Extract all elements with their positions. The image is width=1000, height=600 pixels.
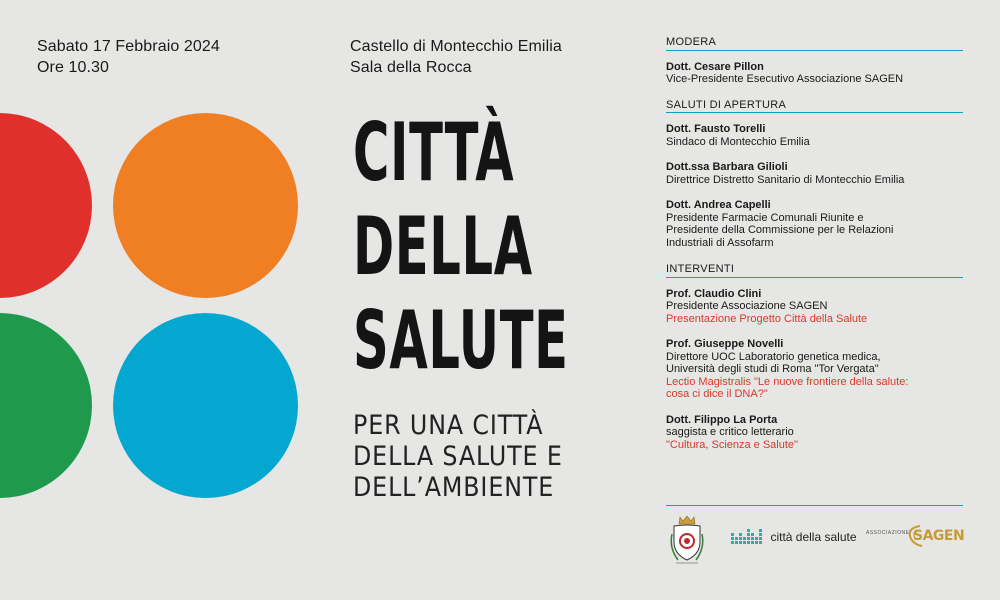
speaker-name: Prof. Claudio Clini [666,287,762,300]
subtitle-line-2: DELLA SALUTE E [353,441,563,472]
municipal-crest-icon [668,514,706,566]
blue-circle [113,313,298,498]
speaker-role: Vice-Presidente Esecutivo Associazione SAGEN [666,73,904,85]
section-heading-saluti: SALUTI DI APERTURA [666,99,963,114]
talk-title: "Cultura, Scienza e Salute" [666,438,798,451]
event-time: Ore 10.30 [37,59,110,76]
program-column [666,36,963,451]
speaker-role: Sindaco di Montecchio Emilia [666,135,810,148]
dots-icon [731,529,762,544]
speaker-entry [666,161,963,186]
title-line-2: DELLA [353,200,533,293]
green-circle [0,313,92,498]
event-room: Sala della Rocca [350,59,472,76]
speaker-name: Dott. Fausto Torelli [666,123,766,135]
event-date-block [37,36,220,78]
speaker-role: saggista e critico letterario [666,426,794,438]
talk-title-line: cosa ci dice il DNA?" [666,388,768,400]
divider [666,505,963,506]
speaker-entry [666,288,963,326]
speaker-entry [666,338,963,401]
speaker-role-line: Presidente Farmacie Comunali Riunite e [666,211,864,224]
speaker-role-line: Direttore UOC Laboratorio genetica medica, [666,350,881,363]
speaker-name: Dott.ssa Barbara Gilioli [666,161,788,173]
event-date: Sabato 17 Febbraio 2024 [37,38,220,55]
citta-logo-text: città della salute [770,529,857,544]
speaker-entry [666,61,963,86]
page-title [353,106,569,388]
title-line-1: CITTÀ [353,106,515,199]
speaker-entry [666,199,963,249]
event-venue-block [350,36,562,78]
red-circle [0,113,92,298]
sagen-logo [866,522,966,552]
speaker-role-line: Presidente della Commissione per le Relazioni [666,224,894,236]
subtitle-line-3: DELL’AMBIENTE [353,472,555,503]
subtitle [353,410,563,503]
section-heading-modera: MODERA [666,36,963,51]
speaker-role-line: Industriali di Assofarm [666,236,774,249]
speaker-entry [666,414,963,452]
subtitle-line-1: PER UNA CITTÀ [353,410,544,441]
speaker-name: Dott. Andrea Capelli [666,199,771,211]
talk-title-line: Lectio Magistralis "Le nuove frontiere della salute: [666,375,909,388]
speaker-name: Dott. Cesare Pillon [666,60,764,73]
sagen-name-text: SAGEN [913,528,965,544]
title-line-3: SALUTE [353,294,569,387]
orange-circle [113,113,298,298]
talk-title: Presentazione Progetto Città della Salute [666,312,868,325]
citta-della-salute-logo [731,528,857,546]
event-venue: Castello di Montecchio Emilia [350,38,562,55]
speaker-role: Direttrice Distretto Sanitario di Montecchio Emilia [666,173,905,186]
sagen-assoc-text: ASSOCIAZIONE [866,530,910,536]
speaker-entry [666,123,963,148]
speaker-role: Presidente Associazione SAGEN [666,300,828,312]
speaker-name: Dott. Filippo La Porta [666,413,778,426]
speaker-role-line: Università degli studi di Roma "Tor Vergata" [666,363,879,375]
section-heading-interventi: INTERVENTI [666,263,963,278]
speaker-name: Prof. Giuseppe Novelli [666,338,784,350]
